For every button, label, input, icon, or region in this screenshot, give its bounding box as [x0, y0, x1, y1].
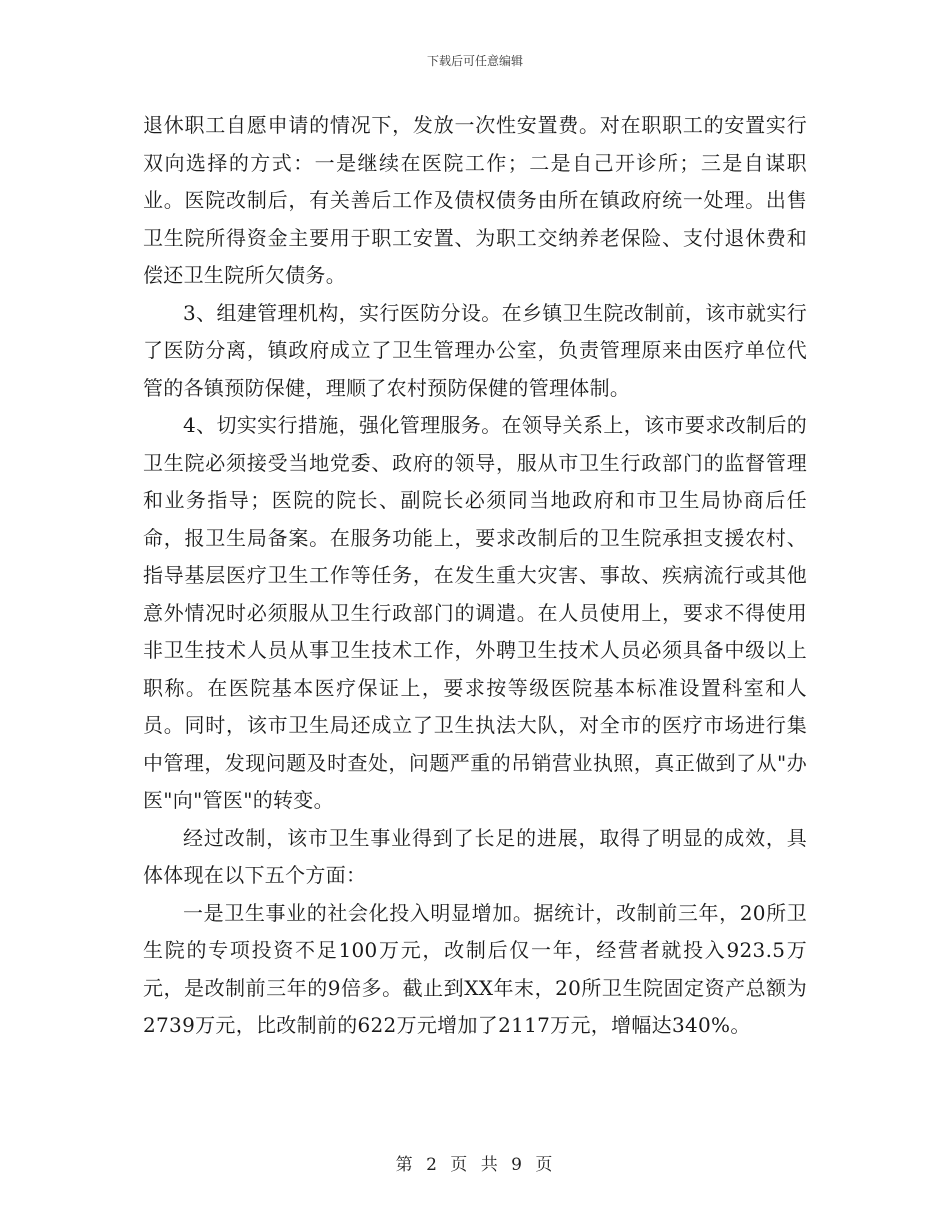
page-header: 下载后可任意编辑: [426, 54, 523, 68]
paragraph-continuation: 退休职工自愿申请的情况下，发放一次性安置费。对在职职工的安置实行双向选择的方式：一是继续在医院工作；二是自己开诊所；三是自谋职业。医院改制后，有关善后工作及债权债务由所在镇政府统一处理。出售卫生院所得资金主要用于职工安置、为职工交纳养老保险、支付退休费和偿还卫生院所欠债务。: [143, 113, 807, 287]
document-body: [143, 107, 807, 1045]
paragraph-item-3: 3、组建管理机构，实行医防分设。在乡镇卫生院改制前，该市就实行了医防分离，镇政府成立了卫生管理办公室，负责管理原来由医疗单位代管的各镇预防保健，理顺了农村预防保健的管理体制。: [143, 300, 807, 400]
paragraph-result-1: 一是卫生事业的社会化投入明显增加。据统计，改制前三年，20所卫生院的专项投资不足100万元，改制后仅一年，经营者就投入923.5万元，是改制前三年的9倍多。截止到XX年末，20所卫生院固定资产总额为2739万元，比改制前的622万元增加了2117万元，增幅达340%。: [143, 900, 807, 1037]
paragraph-item-4: 4、切实实行措施，强化管理服务。在领导关系上，该市要求改制后的卫生院必须接受当地党委、政府的领导，服从市卫生行政部门的监督管理和业务指导；医院的院长、副院长必须同当地政府和市卫生局协商后任命，报卫生局备案。在服务功能上，要求改制后的卫生院承担支援农村、指导基层医疗卫生工作等任务，在发生重大灾害、事故、疾病流行或其他意外情况时必须服从卫生行政部门的调遣。在人员使用上，要求不得使用非卫生技术人员从事卫生技术工作，外聘卫生技术人员必须具备中级以上职称。在医院基本医疗保证上，要求按等级医院基本标准设置科室和人员。同时，该市卫生局还成立了卫生执法大队，对全市的医疗市场进行集中管理，发现问题及时查处，问题严重的吊销营业执照，真正做到了从"办医"向"管医"的转变。: [143, 413, 807, 812]
page-number-footer: 第 2 页 共 9 页: [395, 1155, 555, 1175]
paragraph-results-intro: 经过改制，该市卫生事业得到了长足的进展，取得了明显的成效，具体体现在以下五个方面：: [143, 825, 807, 887]
